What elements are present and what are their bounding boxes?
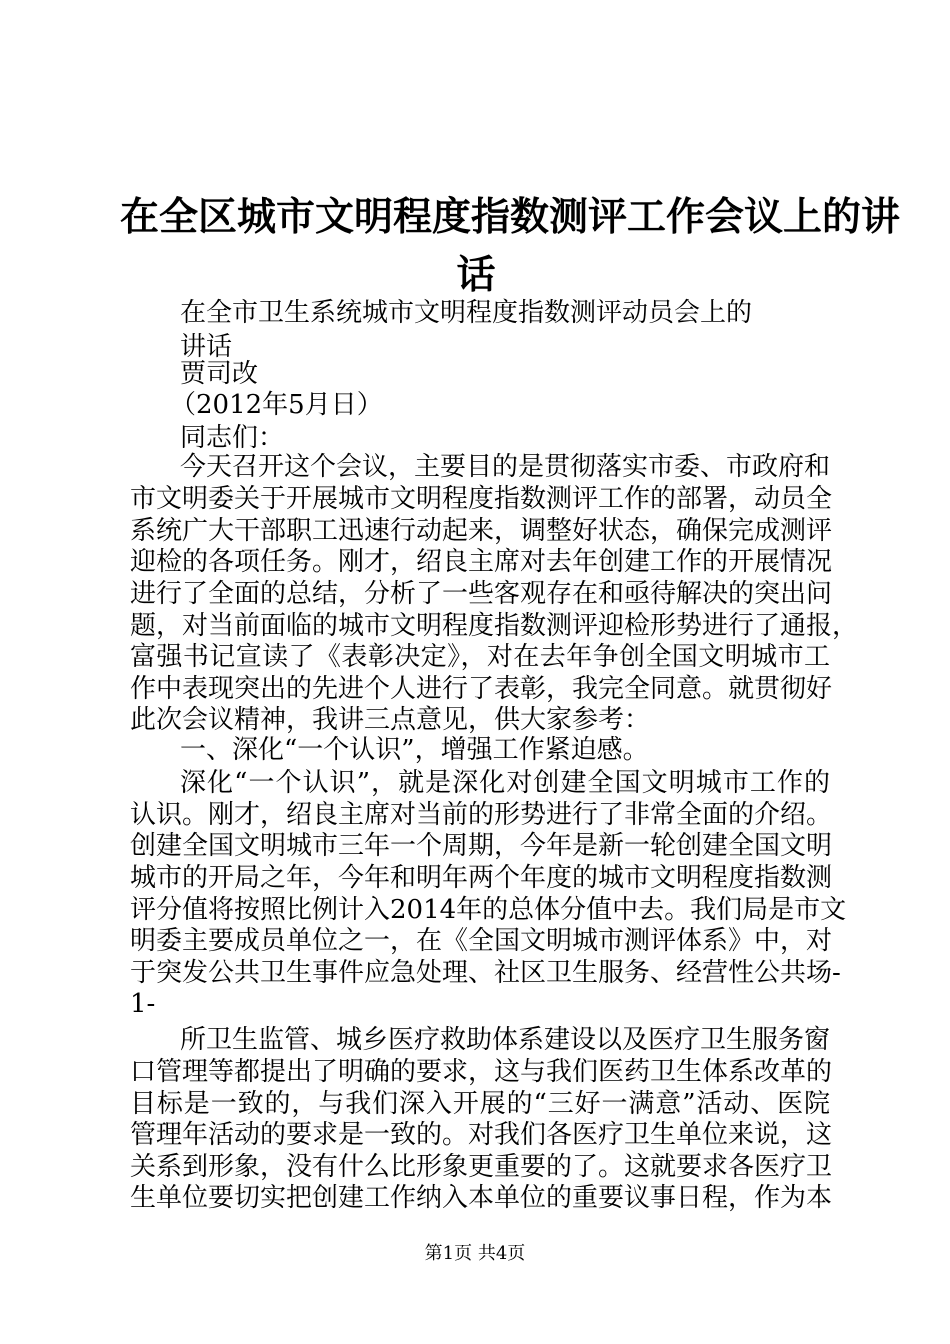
body-line: 所卫生监管、城乡医疗救助体系建设以及医疗卫生服务窗 xyxy=(180,1025,831,1055)
document-title-line-2: 话 xyxy=(456,253,496,298)
body-line: 市文明委关于开展城市文明程度指数测评工作的部署，动员全 xyxy=(130,484,833,514)
body-line: 明委主要成员单位之一，在《全国文明城市测评体系》中，对 xyxy=(130,926,833,956)
subtitle-line-1: 在全市卫生系统城市文明程度指数测评动员会上的 xyxy=(180,298,753,328)
body-line: 生单位要切实把创建工作纳入本单位的重要议事日程，作为本 xyxy=(130,1183,833,1213)
page-footer: 第1页 共4页 xyxy=(424,1243,526,1264)
body-line: 系统广大干部职工迅速行动起来，调整好状态，确保完成测评 xyxy=(130,516,833,546)
body-line: 迎检的各项任务。刚才，绍良主席对去年创建工作的开展情况 xyxy=(130,547,833,577)
salutation: 同志们： xyxy=(180,423,285,453)
body-line: 评分值将按照比例计入2014年的总体分值中去。我们局是市文 xyxy=(130,895,847,925)
body-line: 关系到形象，没有什么比形象更重要的了。这就要求各医疗卫 xyxy=(130,1152,833,1182)
body-line: 于突发公共卫生事件应急处理、社区卫生服务、经营性公共场- xyxy=(130,958,841,988)
body-line: 城市的开局之年，今年和明年两个年度的城市文明程度指数测 xyxy=(130,863,833,893)
body-line: 进行了全面的总结，分析了一些客观存在和亟待解决的突出问 xyxy=(130,579,833,609)
document-title-line-1: 在全区城市文明程度指数测评工作会议上的讲 xyxy=(120,195,901,240)
body-line: 深化“一个认识”，就是深化对创建全国文明城市工作的 xyxy=(180,768,830,798)
subtitle-line-2: 讲话 xyxy=(180,332,233,362)
body-line: 富强书记宣读了《表彰决定》，对在去年争创全国文明城市工 xyxy=(130,642,830,672)
section-heading-1: 一、深化“一个认识”，增强工作紧迫感。 xyxy=(180,735,649,765)
body-line: 作中表现突出的先进个人进行了表彰，我完全同意。就贯彻好 xyxy=(130,674,833,704)
body-line: 此次会议精神，我讲三点意见，供大家参考： xyxy=(130,705,651,735)
body-line: 认识。刚才，绍良主席对当前的形势进行了非常全面的介绍。 xyxy=(130,800,833,830)
inline-page-number: 1- xyxy=(130,989,156,1019)
body-line: 题，对当前面临的城市文明程度指数测评迎检形势进行了通报， xyxy=(130,611,859,641)
body-line: 今天召开这个会议，主要目的是贯彻落实市委、市政府和 xyxy=(180,452,831,482)
body-line: 管理年活动的要求是一致的。对我们各医疗卫生单位来说，这 xyxy=(130,1120,833,1150)
speech-date: （2012年5月日） xyxy=(170,390,383,420)
author-name: 贾司改 xyxy=(180,359,259,389)
body-line: 口管理等都提出了明确的要求，这与我们医药卫生体系改革的 xyxy=(130,1057,833,1087)
body-line: 目标是一致的，与我们深入开展的“三好一满意”活动、医院 xyxy=(130,1089,830,1119)
body-line: 创建全国文明城市三年一个周期，今年是新一轮创建全国文明 xyxy=(130,831,833,861)
